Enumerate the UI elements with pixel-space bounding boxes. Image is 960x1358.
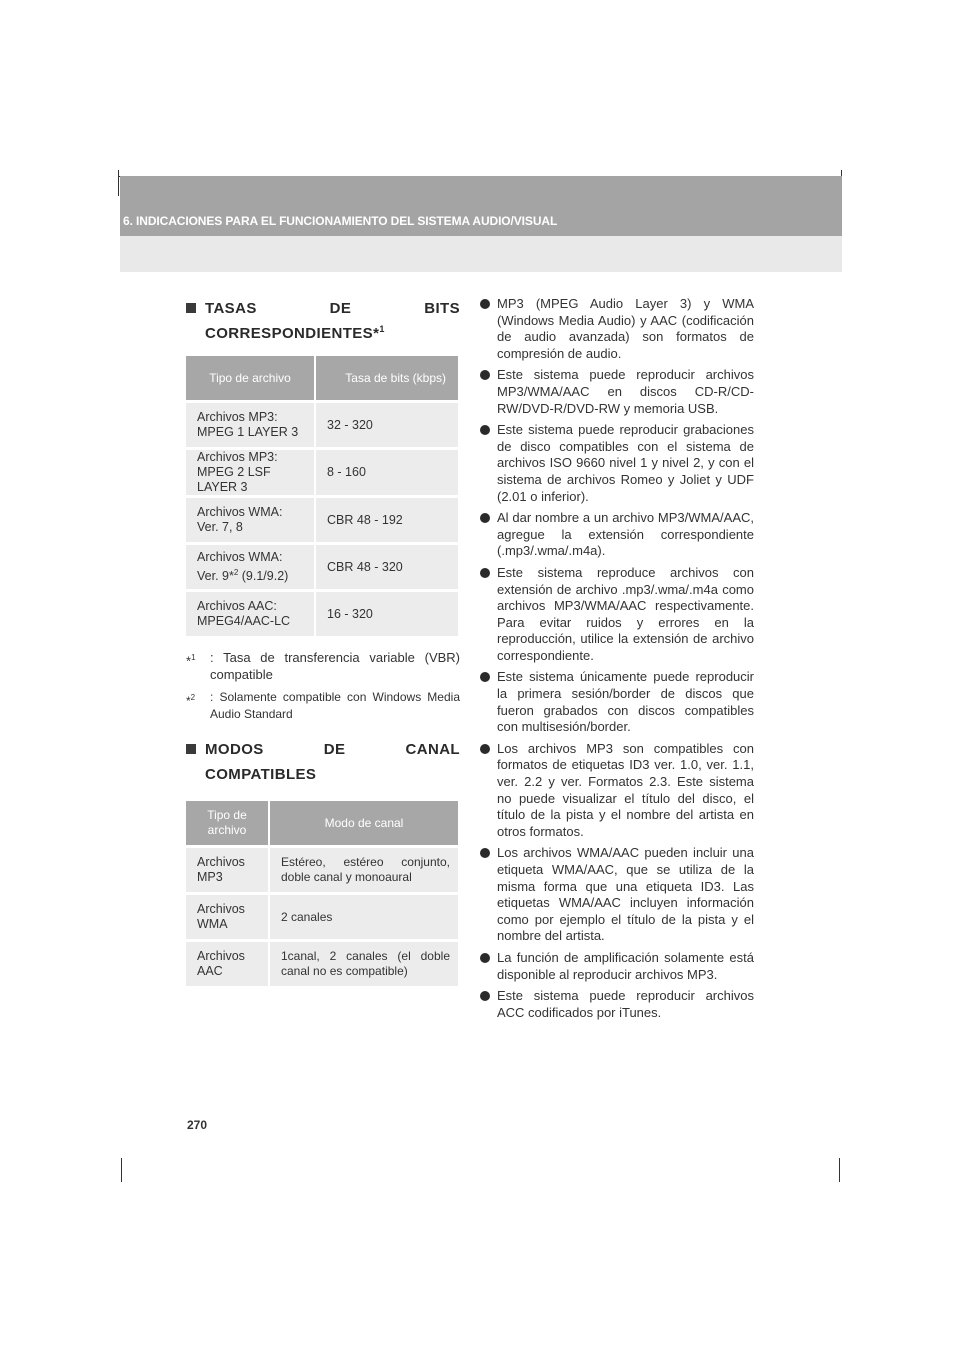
channel-section-heading: MODOS DE CANAL COMPATIBLES [186, 737, 460, 787]
list-item: Al dar nombre a un archivo MP3/WMA/AAC, agregue la extensión correspondiente (.mp3/.wma/.m4a). [480, 510, 754, 560]
table-header: Tasa de bits (kbps) [316, 356, 458, 403]
file-type-cell: Archivos MP3: MPEG 1 LAYER 3 [186, 403, 316, 450]
channel-mode-cell: 2 canales [270, 895, 458, 942]
bullet-icon [480, 513, 490, 523]
table-header: Tipo de archivo [186, 356, 316, 403]
table-row [186, 895, 458, 942]
list-item: Este sistema puede reproducir grabaciones de disco compatibles con el sistema de archivos ISO 9660 nivel 1 y nivel 2, y con el sistema de archivos Romeo y Joliet y UDF (2.01 o inferior). [480, 422, 754, 505]
bitrate-section-heading: TASAS DE BITS CORRESPONDIENTES*$^1$ [186, 296, 460, 346]
bitrate-cell: 32 - 320 [316, 403, 458, 450]
file-type-cell: Archivos WMA: Ver. 9*$^2$ (9.1/9.2) [186, 545, 316, 592]
bullet-icon [480, 672, 490, 682]
channel-mode-cell: Estéreo, estéreo conjunto, doble canal y monoaural [270, 848, 458, 895]
bullet-icon [480, 848, 490, 858]
bullet-icon [480, 568, 490, 578]
header-strip [120, 176, 842, 236]
bullet-icon [480, 299, 490, 309]
crop-mark [839, 1158, 840, 1182]
table-header-row [186, 356, 458, 403]
list-item: Este sistema únicamente puede reproducir la primera sesión/border de discos que fueron grabados con discos compatibles con multisesión/border. [480, 669, 754, 735]
bullet-icon [480, 744, 490, 754]
list-item: Los archivos WMA/AAC pueden incluir una etiqueta WMA/AAC, que se utiliza de la misma forma que una etiqueta ID3. Las etiquetas WMA/AAC incluyen información como por ejemplo el título de la pista y el nombre del artista. [480, 845, 754, 945]
file-type-cell: Archivos WMA [186, 895, 270, 942]
footnote-1: *$^1$ : Tasa de transferencia variable (VBR) compatible [186, 650, 460, 682]
bullet-icon [480, 991, 490, 1001]
table-row [186, 592, 458, 639]
bitrate-table [186, 356, 458, 639]
table-row [186, 450, 458, 498]
list-item: Este sistema puede reproducir archivos MP3/WMA/AAC en discos CD-R/CD-RW/DVD-R/DVD-RW y memoria USB. [480, 367, 754, 417]
table-header: Tipo de archivo [186, 801, 270, 848]
bitrate-cell: CBR 48 - 320 [316, 545, 458, 592]
table-row [186, 498, 458, 545]
list-item: MP3 (MPEG Audio Layer 3) y WMA (Windows Media Audio) y AAC (codificación de audio avanzada) son formatos de compresión de audio. [480, 296, 754, 362]
table-header: Modo de canal [270, 801, 458, 848]
file-type-cell: Archivos MP3 [186, 848, 270, 895]
file-type-cell: Archivos WMA: Ver. 7, 8 [186, 498, 316, 545]
table-row [186, 942, 458, 989]
table-row [186, 848, 458, 895]
info-bullet-list [480, 296, 754, 1021]
bullet-icon [480, 953, 490, 963]
list-item: Este sistema reproduce archivos con extensión de archivo .mp3/.wma/.m4a como archivos MP3/WMA/AAC respectivamente. Para evitar ruidos y errores en la reproducción, utilice la extensión de archivo correspondiente. [480, 565, 754, 665]
bitrate-cell: 16 - 320 [316, 592, 458, 639]
crop-mark [118, 170, 119, 196]
list-item: Este sistema puede reproducir archivos ACC codificados por iTunes. [480, 988, 754, 1021]
chapter-title: 6. INDICACIONES PARA EL FUNCIONAMIENTO DEL SISTEMA AUDIO/VISUAL [123, 214, 558, 228]
list-item: Los archivos MP3 son compatibles con formatos de etiquetas ID3 ver. 1.0, ver. 1.1, ver. 2.2 y ver. Formatos 2.3. Este sistema no puede visualizar el título del disco, el título de la pista y el nombre del artista en otros formatos. [480, 741, 754, 841]
file-type-cell: Archivos MP3: MPEG 2 LSF LAYER 3 [186, 450, 316, 498]
square-bullet-icon [186, 303, 196, 313]
table-row [186, 403, 458, 450]
bitrate-cell: 8 - 160 [316, 450, 458, 498]
table-row [186, 545, 458, 592]
footnote-2: *$^2$ : Solamente compatible con Windows Media Audio Standard [186, 690, 460, 721]
table-header-row [186, 801, 458, 848]
square-bullet-icon [186, 744, 196, 754]
bitrate-cell: CBR 48 - 192 [316, 498, 458, 545]
crop-mark [121, 1158, 122, 1182]
file-type-cell: Archivos AAC: MPEG4/AAC-LC [186, 592, 316, 639]
bullet-icon [480, 370, 490, 380]
channel-table [186, 801, 458, 989]
list-item: La función de amplificación solamente está disponible al reproducir archivos MP3. [480, 950, 754, 983]
right-column [480, 296, 754, 1026]
file-type-cell: Archivos AAC [186, 942, 270, 989]
page-number: 270 [187, 1118, 208, 1132]
page-header [120, 176, 842, 272]
left-column [186, 296, 460, 989]
bullet-icon [480, 425, 490, 435]
channel-mode-cell: 1canal, 2 canales (el doble canal no es compatible) [270, 942, 458, 989]
